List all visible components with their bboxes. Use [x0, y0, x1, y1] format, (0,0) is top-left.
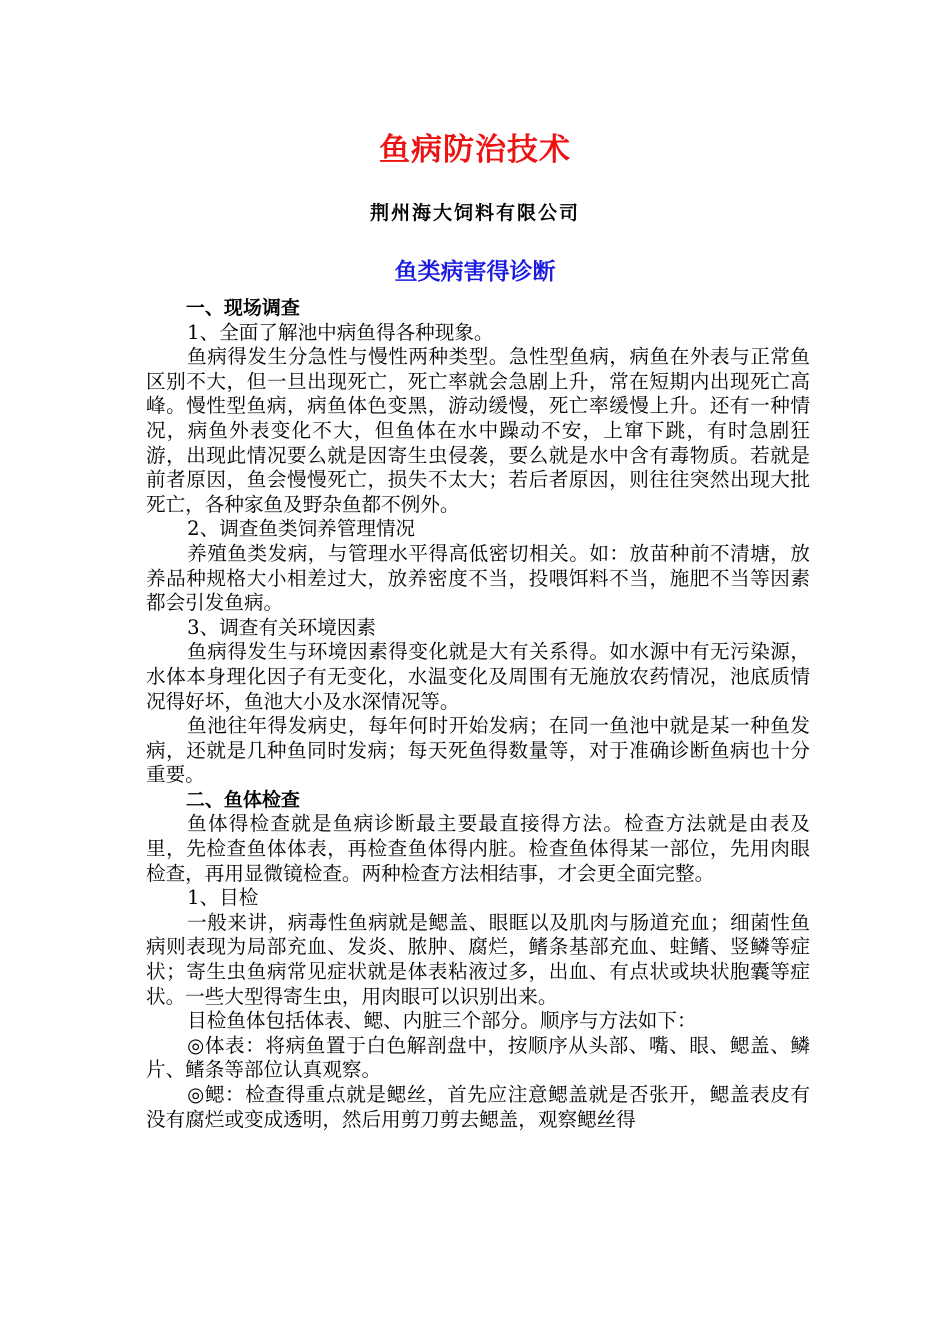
paragraph: 2、调查鱼类饲养管理情况: [187, 517, 416, 541]
paragraph: 鱼病得发生与环境因素得变化就是大有关系得。如水源中有无污染源，水体本身理化因子有无变化，水温变化及周围有无施放农药情况，池底质情况得好坏，鱼池大小及水深情况等。: [146, 640, 810, 713]
document-body: [146, 296, 810, 1132]
paragraph: 养殖鱼类发病，与管理水平得高低密切相关。如：放苗种前不清塘，放养品种规格大小相差过大，放养密度不当，投喂饵料不当，施肥不当等因素都会引发鱼病。: [146, 541, 810, 615]
document-title: 鱼病防治技术: [379, 132, 571, 168]
company-name: 荆州海大饲料有限公司: [369, 202, 580, 224]
section-heading: 一、现场调查: [185, 297, 300, 319]
paragraph: 鱼体得检查就是鱼病诊断最主要最直接得方法。检查方法就是由表及里，先检查鱼体体表，再检查鱼体得内脏。检查鱼体得某一部位，先用肉眼检查，再用显微镜检查。两种检查方法相结事，才会更全面完整。: [146, 812, 810, 885]
paragraph: 一般来讲，病毒性鱼病就是鳃盖、眼眶以及肌肉与肠道充血；细菌性鱼病则表现为局部充血、发炎、脓肿、腐烂，鳍条基部充血、蛀鳍、竖鳞等症状；寄生虫鱼病常见症状就是体表粘液过多，出血、有点状或块状胞囊等症状。一些大型得寄生虫，用肉眼可以识别出来。: [146, 910, 810, 1008]
paragraph: ◎体表：将病鱼置于白色解剖盘中，按顺序从头部、嘴、眼、鳃盖、鳞片、鳍条等部位认真观察。: [146, 1033, 810, 1082]
paragraph: 1、目检: [187, 886, 259, 910]
paragraph: 鱼池往年得发病史，每年何时开始发病；在同一鱼池中就是某一种鱼发病，还就是几种鱼同时发病；每天死鱼得数量等，对于准确诊断鱼病也十分重要。: [146, 714, 810, 787]
paragraph: 鱼病得发生分急性与慢性两种类型。急性型鱼病，病鱼在外表与正常鱼区别不大，但一旦出现死亡，死亡率就会急剧上升，常在短期内出现死亡高峰。慢性型鱼病，病鱼体色变黑，游动缓慢，死亡率缓慢上升。还有一种情况，病鱼外表变化不大，但鱼体在水中躁动不安，上窜下跳，有时急剧狂游，出现此情况要么就是因寄生虫侵袭，要么就是水中含有毒物质。若就是前者原因，鱼会慢慢死亡，损失不太大；若后者原因，则往往突然出现大批死亡，各种家鱼及野杂鱼都不例外。: [146, 345, 810, 516]
paragraph: 3、调查有关环境因素: [187, 615, 376, 639]
paragraph: ◎鳃：检查得重点就是鳃丝，首先应注意鳃盖就是否张开，鳃盖表皮有没有腐烂或变成透明，然后用剪刀剪去鳃盖，观察鳃丝得: [146, 1083, 810, 1131]
paragraph: 目检鱼体包括体表、鳃、内脏三个部分。顺序与方法如下：: [187, 1009, 697, 1033]
paragraph: 1、全面了解池中病鱼得各种现象。: [187, 320, 494, 344]
section-title: 鱼类病害得诊断: [394, 259, 556, 285]
section-heading: 二、鱼体检查: [185, 788, 300, 811]
